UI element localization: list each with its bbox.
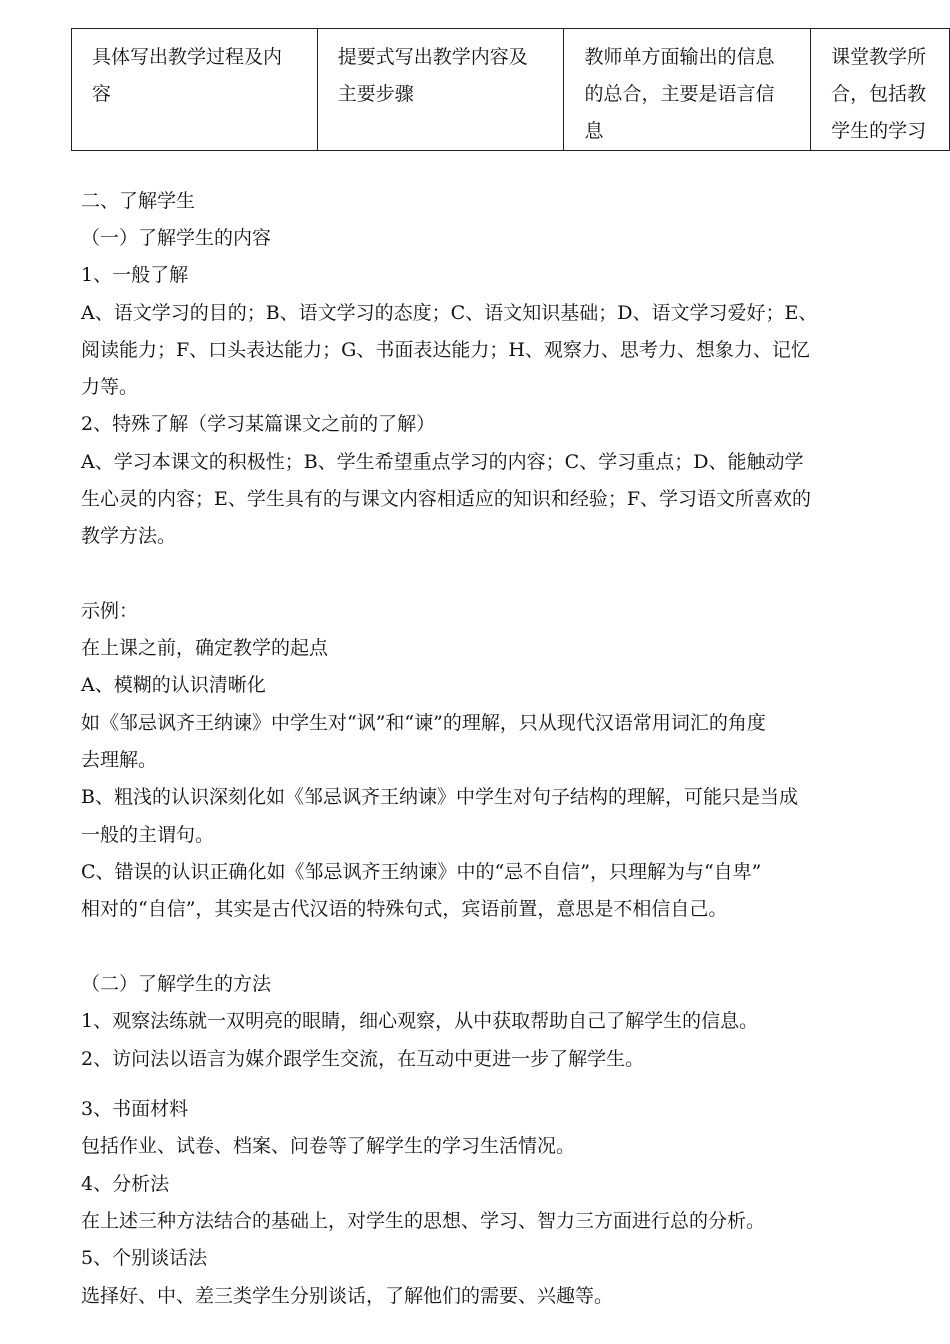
paragraph-line: 生心灵的内容；E、学生具有的与课文内容相适应的知识和经验；F、学习语文所喜欢的 xyxy=(81,488,812,510)
paragraph-line: A、语文学习的目的；B、语文学习的态度；C、语文知识基础；D、语文学习爱好；E、 xyxy=(81,302,818,324)
paragraph-line: 去理解。 xyxy=(81,749,158,771)
paragraph-line: 在上述三种方法结合的基础上，对学生的思想、学习、智力三方面进行总的分析。 xyxy=(81,1210,766,1232)
table-cell xyxy=(564,29,811,151)
cell-line: 合，包括教 xyxy=(831,83,927,105)
paragraph-line: B、粗浅的认识深刻化如《邹忌讽齐王纳谏》中学生对句子结构的理解，可能只是当成 xyxy=(81,786,798,808)
paragraph-line: 一般的主谓句。 xyxy=(81,824,215,846)
paragraph-line: C、错误的认识正确化如《邹忌讽齐王纳谏》中的“忌不自信”，只理解为与“自卑” xyxy=(81,861,762,883)
example-label: 示例： xyxy=(81,600,139,622)
item-heading: 3、书面材料 xyxy=(81,1098,189,1120)
table-cell xyxy=(317,29,564,151)
paragraph-line: 相对的“自信”，其实是古代汉语的特殊句式，宾语前置，意思是不相信自己。 xyxy=(81,898,728,920)
cell-line: 学生的学习 xyxy=(831,120,927,142)
cell-line: 主要步骤 xyxy=(337,83,414,105)
item-heading: 1、一般了解 xyxy=(81,264,189,286)
table-cell xyxy=(72,29,318,151)
cell-line: 提要式写出教学内容及 xyxy=(337,46,528,68)
paragraph-line: 包括作业、试卷、档案、问卷等了解学生的学习生活情况。 xyxy=(81,1135,576,1157)
teaching-plan-table xyxy=(71,28,950,151)
cell-line: 的总合，主要是语言信 xyxy=(584,83,775,105)
paragraph-line: 如《邹忌讽齐王纳谏》中学生对“讽”和“谏”的理解，只从现代汉语常用词汇的角度 xyxy=(81,712,766,734)
subsection-heading: （二）了解学生的方法 xyxy=(81,973,272,995)
paragraph-line: 在上课之前，确定教学的起点 xyxy=(81,637,329,659)
cell-line: 具体写出教学过程及内 xyxy=(92,46,283,68)
table-cell xyxy=(811,29,950,151)
paragraph-line: 2、访问法以语言为媒介跟学生交流，在互动中更进一步了解学生。 xyxy=(81,1048,645,1070)
paragraph-line: 教学方法。 xyxy=(81,525,177,547)
paragraph-line: 力等。 xyxy=(81,376,139,398)
item-heading: 4、分析法 xyxy=(81,1173,170,1195)
cell-line: 息 xyxy=(584,120,604,142)
subsection-heading: （一）了解学生的内容 xyxy=(81,227,272,249)
item-heading: 5、个别谈话法 xyxy=(81,1247,208,1269)
paragraph-line: 1、观察法练就一双明亮的眼睛，细心观察，从中获取帮助自己了解学生的信息。 xyxy=(81,1010,759,1032)
table-row xyxy=(72,29,950,151)
example-heading: A、模糊的认识清晰化 xyxy=(81,674,266,696)
paragraph-line: 选择好、中、差三类学生分别谈话，了解他们的需要、兴趣等。 xyxy=(81,1285,614,1307)
cell-line: 容 xyxy=(92,83,112,105)
paragraph-line: 阅读能力；F、口头表达能力；G、书面表达能力；H、观察力、思考力、想象力、记忆 xyxy=(81,339,810,361)
section-heading: 二、了解学生 xyxy=(81,190,196,212)
cell-line: 课堂教学所 xyxy=(831,46,927,68)
item-heading: 2、特殊了解（学习某篇课文之前的了解） xyxy=(81,413,436,435)
cell-line: 教师单方面输出的信息 xyxy=(584,46,775,68)
paragraph-line: A、学习本课文的积极性；B、学生希望重点学习的内容；C、学习重点；D、能触动学 xyxy=(81,451,804,473)
